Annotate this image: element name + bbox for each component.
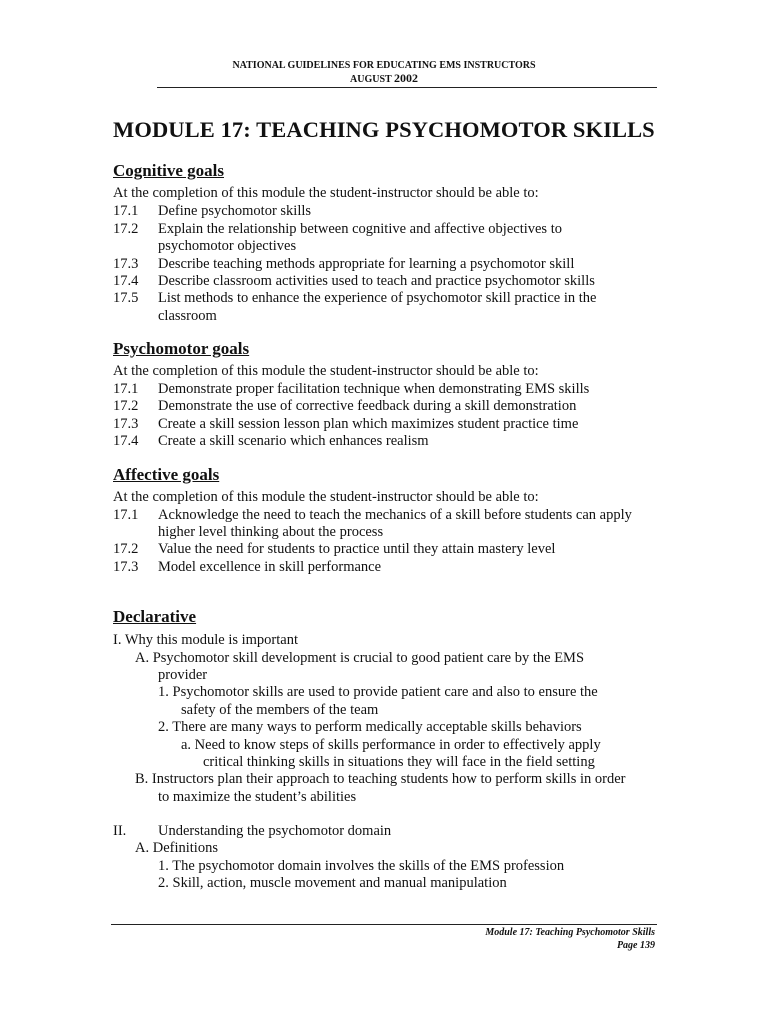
outline-item: B. Instructors plan their approach to teaching students how to perform skills in order xyxy=(135,771,626,787)
outline-item: A. Definitions xyxy=(135,840,218,856)
page-header xyxy=(0,59,768,86)
outline-item: II. xyxy=(113,823,127,839)
list-item-text: higher level thinking about the process xyxy=(158,524,384,540)
psychomotor-heading: Psychomotor goals xyxy=(113,339,250,358)
list-item-text: List methods to enhance the experience of psychomotor skill practice in the xyxy=(158,290,597,306)
list-item-number: 17.3 xyxy=(113,416,139,432)
footer-page-number: Page 139 xyxy=(616,940,655,951)
list-item-text: Create a skill scenario which enhances realism xyxy=(158,433,429,449)
list-item-number: 17.2 xyxy=(113,541,139,557)
list-item-text: psychomotor objectives xyxy=(158,238,297,254)
list-item-text: classroom xyxy=(158,308,217,324)
list-item-number: 17.5 xyxy=(113,290,139,306)
list-item-number: 17.2 xyxy=(113,398,139,414)
outline-item: 2. Skill, action, muscle movement and manual manipulation xyxy=(158,875,507,891)
outline-item: a. Need to know steps of skills performance in order to effectively apply xyxy=(181,737,601,753)
footer-rule xyxy=(111,924,657,925)
outline-item: I. Why this module is important xyxy=(113,632,298,648)
list-item-text: Demonstrate the use of corrective feedback during a skill demonstration xyxy=(158,398,577,414)
outline-item: 2. There are many ways to perform medically acceptable skills behaviors xyxy=(158,719,582,735)
list-item-number: 17.1 xyxy=(113,381,139,397)
declarative-heading: Declarative xyxy=(113,607,197,626)
outline-item: A. Psychomotor skill development is crucial to good patient care by the EMS xyxy=(135,650,585,666)
outline-item: Understanding the psychomotor domain xyxy=(158,823,392,839)
list-item-text: Model excellence in skill performance xyxy=(158,559,382,575)
header-date: AUGUST 2002 xyxy=(350,71,418,85)
list-item-number: 17.3 xyxy=(113,256,139,272)
list-item-text: Describe teaching methods appropriate for learning a psychomotor skill xyxy=(158,256,575,272)
list-item-text: Create a skill session lesson plan which maximizes student practice time xyxy=(158,416,579,432)
list-item-number: 17.1 xyxy=(113,203,139,219)
outline-item: critical thinking skills in situations they will face in the field setting xyxy=(203,754,595,770)
header-rule xyxy=(157,87,657,88)
affective-intro: At the completion of this module the student-instructor should be able to: xyxy=(113,489,539,505)
list-item-text: Value the need for students to practice until they attain mastery level xyxy=(158,541,556,557)
list-item-number: 17.3 xyxy=(113,559,139,575)
outline-item: to maximize the student’s abilities xyxy=(158,789,357,805)
cognitive-heading: Cognitive goals xyxy=(113,161,224,180)
header-title: NATIONAL GUIDELINES FOR EDUCATING EMS INSTRUCTORS xyxy=(232,60,536,71)
list-item-text: Define psychomotor skills xyxy=(158,203,312,219)
list-item-text: Demonstrate proper facilitation technique when demonstrating EMS skills xyxy=(158,381,590,397)
page-title: MODULE 17: TEACHING PSYCHOMOTOR SKILLS xyxy=(113,117,655,142)
outline-item: provider xyxy=(158,667,208,683)
list-item-text: Explain the relationship between cognitive and affective objectives to xyxy=(158,221,562,237)
outline-item: 1. Psychomotor skills are used to provide patient care and also to ensure the xyxy=(158,684,598,700)
list-item-number: 17.4 xyxy=(113,273,139,289)
list-item-text: Describe classroom activities used to teach and practice psychomotor skills xyxy=(158,273,595,289)
affective-heading: Affective goals xyxy=(113,465,220,484)
list-item-number: 17.4 xyxy=(113,433,139,449)
list-item-number: 17.1 xyxy=(113,507,139,523)
list-item-number: 17.2 xyxy=(113,221,139,237)
psychomotor-intro: At the completion of this module the student-instructor should be able to: xyxy=(113,363,539,379)
cognitive-intro: At the completion of this module the student-instructor should be able to: xyxy=(113,185,539,201)
outline-item: safety of the members of the team xyxy=(181,702,379,718)
list-item-text: Acknowledge the need to teach the mechanics of a skill before students can apply xyxy=(158,507,632,523)
footer-module: Module 17: Teaching Psychomotor Skills xyxy=(485,927,655,938)
outline-item: 1. The psychomotor domain involves the skills of the EMS profession xyxy=(158,858,565,874)
